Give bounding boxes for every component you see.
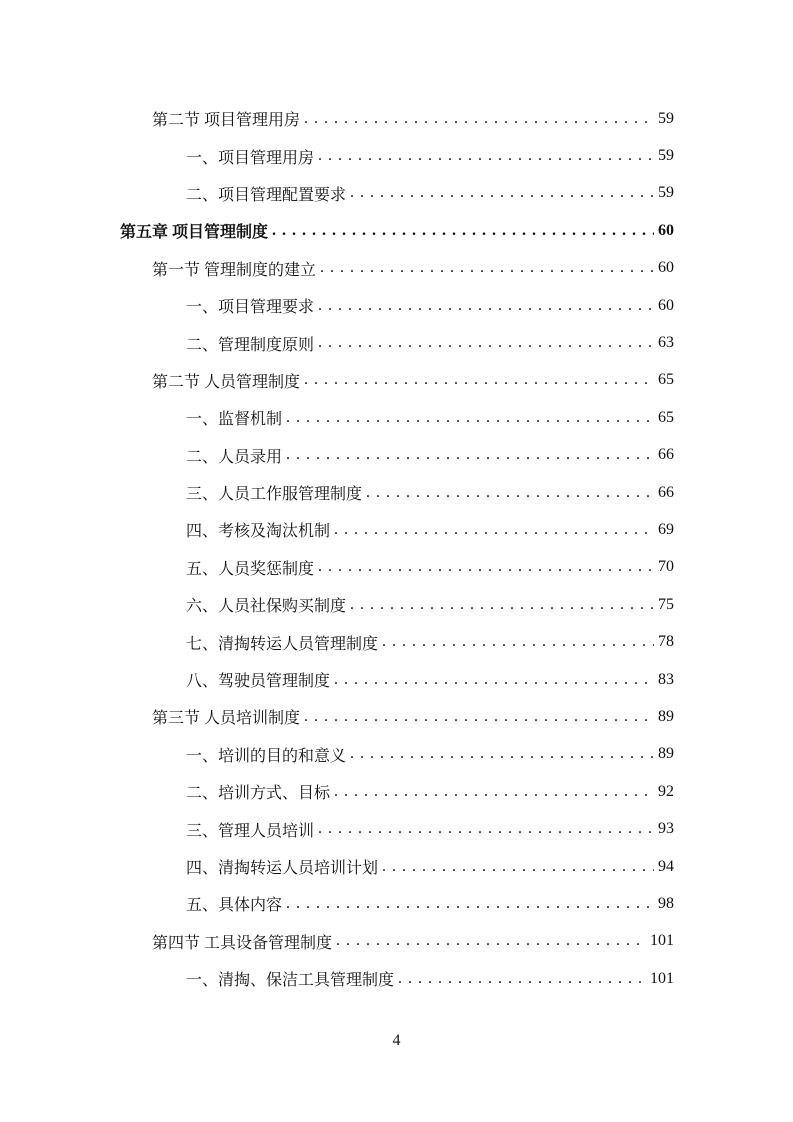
toc-entry-title: 四、清掏转运人员培训计划 (186, 860, 379, 877)
dot-leader (334, 783, 654, 801)
dot-leader (318, 334, 654, 352)
toc-entry-page: 66 (658, 483, 674, 501)
toc-entry-page: 69 (658, 520, 674, 538)
dot-leader (350, 596, 654, 614)
toc-section-entry[interactable] (0, 923, 674, 960)
dot-leader (382, 633, 654, 651)
toc-item-entry[interactable] (0, 175, 674, 212)
dot-leader (398, 970, 646, 988)
toc-entry-title: 八、驾驶员管理制度 (186, 673, 331, 691)
dot-leader (304, 110, 654, 128)
toc-entry-page: 59 (658, 147, 674, 165)
toc-item-entry[interactable] (0, 848, 674, 885)
toc-entry-title: 五、人员奖惩制度 (186, 560, 315, 578)
toc-item-entry[interactable] (0, 549, 674, 586)
toc-entry-title: 第五章 项目管理制度 (120, 224, 269, 242)
toc-entry-title: 一、项目管理用房 (186, 149, 315, 167)
dot-leader (320, 259, 654, 277)
toc-entry-title: 第一节 管理制度的建立 (152, 261, 317, 279)
toc-item-entry[interactable] (0, 586, 674, 623)
toc-entry-page: 60 (658, 259, 674, 277)
toc-entry-page: 63 (658, 334, 674, 352)
toc-entry-title: 一、监督机制 (186, 411, 283, 429)
dot-leader (286, 446, 654, 464)
toc-section-entry[interactable] (0, 100, 674, 137)
toc-item-entry[interactable] (0, 324, 674, 361)
toc-entry-title: 三、人员工作服管理制度 (186, 486, 363, 504)
dot-leader (334, 671, 654, 689)
toc-section-entry[interactable] (0, 698, 674, 735)
toc-entry-page: 89 (658, 707, 674, 725)
toc-entry-title: 二、人员录用 (186, 448, 283, 466)
dot-leader (304, 371, 654, 389)
toc-entry-title: 六、人员社保购买制度 (186, 598, 347, 616)
toc-entry-page: 93 (658, 820, 674, 838)
toc-item-entry[interactable] (0, 287, 674, 324)
toc-chapter-entry[interactable] (0, 212, 674, 249)
toc-item-entry[interactable] (0, 810, 674, 847)
toc-item-entry[interactable] (0, 960, 674, 997)
toc-entry-page: 60 (658, 221, 674, 239)
dot-leader (318, 147, 654, 165)
toc-entry-title: 第三节 人员培训制度 (152, 710, 301, 728)
toc-item-entry[interactable] (0, 511, 674, 548)
toc-entry-page: 94 (658, 857, 674, 875)
dot-leader (334, 521, 654, 539)
toc-entry-page: 92 (658, 782, 674, 800)
toc-entry-title: 七、清掏转运人员管理制度 (186, 635, 379, 653)
toc-entry-title: 第二节 项目管理用房 (152, 112, 301, 130)
toc-entry-page: 65 (658, 371, 674, 389)
toc-entry-page: 83 (658, 670, 674, 688)
toc-entry-page: 60 (658, 296, 674, 314)
table-of-contents (0, 100, 793, 997)
toc-section-entry[interactable] (0, 250, 674, 287)
toc-entry-page: 65 (658, 408, 674, 426)
toc-entry-page: 89 (658, 745, 674, 763)
toc-item-entry[interactable] (0, 623, 674, 660)
toc-entry-page: 101 (650, 969, 674, 987)
toc-entry-title: 二、管理制度原则 (186, 336, 315, 354)
dot-leader (304, 708, 654, 726)
toc-entry-title: 五、具体内容 (186, 897, 283, 915)
toc-entry-title: 四、考核及淘汰机制 (186, 523, 331, 541)
toc-entry-title: 第二节 人员管理制度 (152, 373, 301, 391)
toc-section-entry[interactable] (0, 362, 674, 399)
toc-item-entry[interactable] (0, 736, 674, 773)
toc-entry-title: 二、培训方式、目标 (186, 785, 331, 803)
toc-entry-page: 59 (658, 184, 674, 202)
toc-entry-title: 一、项目管理要求 (186, 299, 315, 317)
dot-leader (366, 484, 654, 502)
toc-entry-title: 一、清掏、保洁工具管理制度 (186, 972, 395, 990)
toc-entry-page: 75 (658, 595, 674, 613)
toc-entry-title: 二、项目管理配置要求 (186, 186, 347, 204)
toc-entry-title: 三、管理人员培训 (186, 822, 315, 840)
dot-leader (318, 297, 654, 315)
toc-item-entry[interactable] (0, 661, 674, 698)
dot-leader (286, 409, 654, 427)
dot-leader (286, 895, 654, 913)
toc-entry-page: 70 (658, 558, 674, 576)
dot-leader (382, 858, 654, 876)
toc-entry-page: 66 (658, 446, 674, 464)
dot-leader (350, 184, 654, 202)
toc-item-entry[interactable] (0, 885, 674, 922)
toc-item-entry[interactable] (0, 474, 674, 511)
toc-item-entry[interactable] (0, 137, 674, 174)
toc-item-entry[interactable] (0, 399, 674, 436)
dot-leader (350, 745, 654, 763)
toc-entry-page: 101 (650, 932, 674, 950)
dot-leader (272, 222, 654, 240)
toc-entry-page: 98 (658, 894, 674, 912)
toc-entry-title: 第四节 工具设备管理制度 (152, 934, 333, 952)
toc-entry-title: 一、培训的目的和意义 (186, 747, 347, 765)
dot-leader (318, 558, 654, 576)
dot-leader (336, 932, 646, 950)
toc-entry-page: 78 (658, 633, 674, 651)
dot-leader (318, 820, 654, 838)
toc-entry-page: 59 (658, 109, 674, 127)
toc-item-entry[interactable] (0, 437, 674, 474)
page-number: 4 (392, 1032, 401, 1049)
toc-item-entry[interactable] (0, 773, 674, 810)
